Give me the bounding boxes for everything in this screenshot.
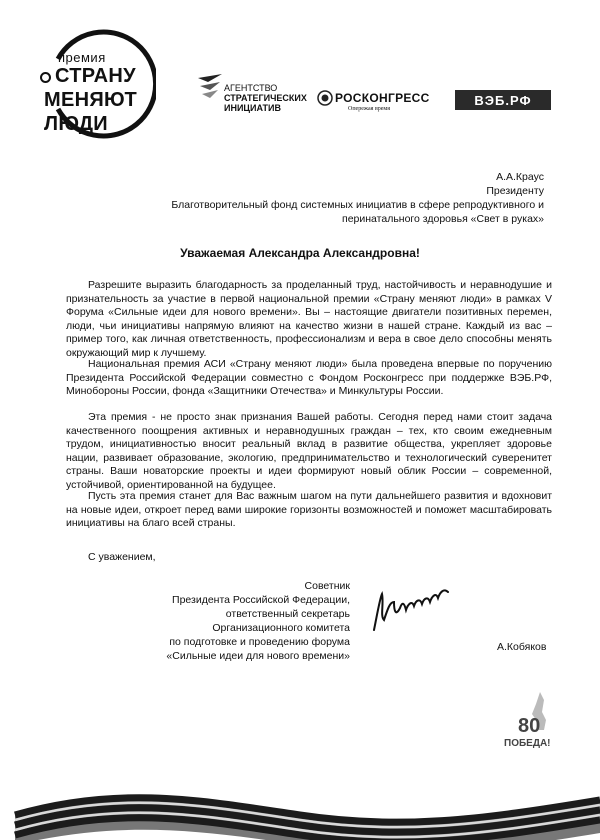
roscongress-tagline: Опережая время (348, 106, 390, 112)
logo-dot-icon (40, 72, 51, 83)
paragraph-3 (66, 411, 552, 493)
logo-line-3: ЛЮДИ (44, 113, 108, 135)
addressee-org-line-1: Благотворительный фонд системных инициатив в сфере репродуктивного и (171, 199, 544, 211)
asi-line-3: ИНИЦИАТИВ (224, 103, 281, 113)
sig-line-6: «Сильные идеи для нового времени» (166, 650, 350, 662)
signer-name: А.Кобяков (497, 641, 547, 653)
asi-logo-icon (196, 72, 226, 112)
paragraph-1-text: Разрешите выразить благодарность за проделанный труд, настойчивость и неравнодушие и признательность за участие в первой национальной премии «Страну меняют люди» в рамках V Форума «Сильные идеи для нового времени». Вы – настоящие двигатели позитивных перемен, люди, чьи инициативы напрямую влияют на качество жизни в нашей стране. Каждый из вас – пример того, как личная ответственность, профессионализм и вера в свое дело способны менять окружающий мир к лучшему. (66, 279, 552, 359)
veb-logo (455, 90, 551, 110)
greeting: Уважаемая Александра Александровна! (180, 246, 420, 260)
addressee-name: А.А.Краус (496, 171, 544, 183)
emblem-text: ПОБЕДА! (504, 738, 551, 749)
addressee-position: Президенту (486, 185, 544, 197)
asi-logo-text (224, 83, 307, 113)
asi-line-2: СТРАТЕГИЧЕСКИХ (224, 93, 307, 103)
signature-block (60, 579, 350, 663)
logo-prefix: премия (58, 50, 106, 65)
victory-80-emblem-icon (500, 690, 560, 752)
roscongress-emblem-icon (317, 90, 333, 106)
logo-line-1: СТРАНУ (55, 65, 136, 87)
paragraph-1 (66, 279, 552, 361)
handwritten-signature (370, 580, 460, 636)
addressee-org-line-2: перинатального здоровья «Свет в руках» (342, 213, 544, 225)
sig-line-3: ответственный секретарь (225, 608, 350, 620)
logo-line-2: МЕНЯЮТ (44, 89, 137, 111)
paragraph-3-text: Эта премия - не просто знак признания Вашей работы. Сегодня перед нами стоит задача качественного поощрения активных и неравнодушных граждан – тех, кто своим ежедневным трудом, инициативностью вносит реальный вклад в развитие общества, укрепляет здоровье нации, развивает образование, экологию, предпринимательство и технологический суверенитет страны. Ваши новаторские проекты и идеи формируют новый облик России – современной, устойчивой, ориентированной на будущее. (66, 411, 552, 491)
paragraph-2-text: Национальная премия АСИ «Страну меняют люди» была проведена впервые по поручению Президента Российской Федерации совместно с Фондом Росконгресс при поддержке ВЭБ.РФ, Минобороны России, фонда «Защитники Отечества» и Минкультуры России. (66, 358, 552, 398)
sig-line-5: по подготовке и проведению форума (169, 636, 350, 648)
asi-line-1: АГЕНТСТВО (224, 83, 278, 93)
st-george-ribbon (0, 745, 600, 840)
emblem-number: 80 (518, 715, 541, 737)
closing: С уважением, (88, 551, 156, 563)
sig-line-2: Президента Российской Федерации, (172, 594, 350, 606)
sig-line-1: Советник (304, 580, 350, 592)
roscongress-name: РОСКОНГРЕСС (335, 91, 430, 105)
paragraph-4-text: Пусть эта премия станет для Вас важным шагом на пути дальнейшего развития и вдохновит на новые идеи, откроет перед вами широкие горизонты возможностей и поможет масштабировать инициативы на благо всей страны. (66, 490, 552, 530)
paragraph-4 (66, 490, 552, 531)
sig-line-4: Организационного комитета (212, 622, 350, 634)
addressee-block (171, 170, 544, 226)
veb-logo-mark (455, 90, 551, 110)
veb-logo-text: ВЭБ.РФ (474, 93, 532, 108)
paragraph-2 (66, 358, 552, 399)
